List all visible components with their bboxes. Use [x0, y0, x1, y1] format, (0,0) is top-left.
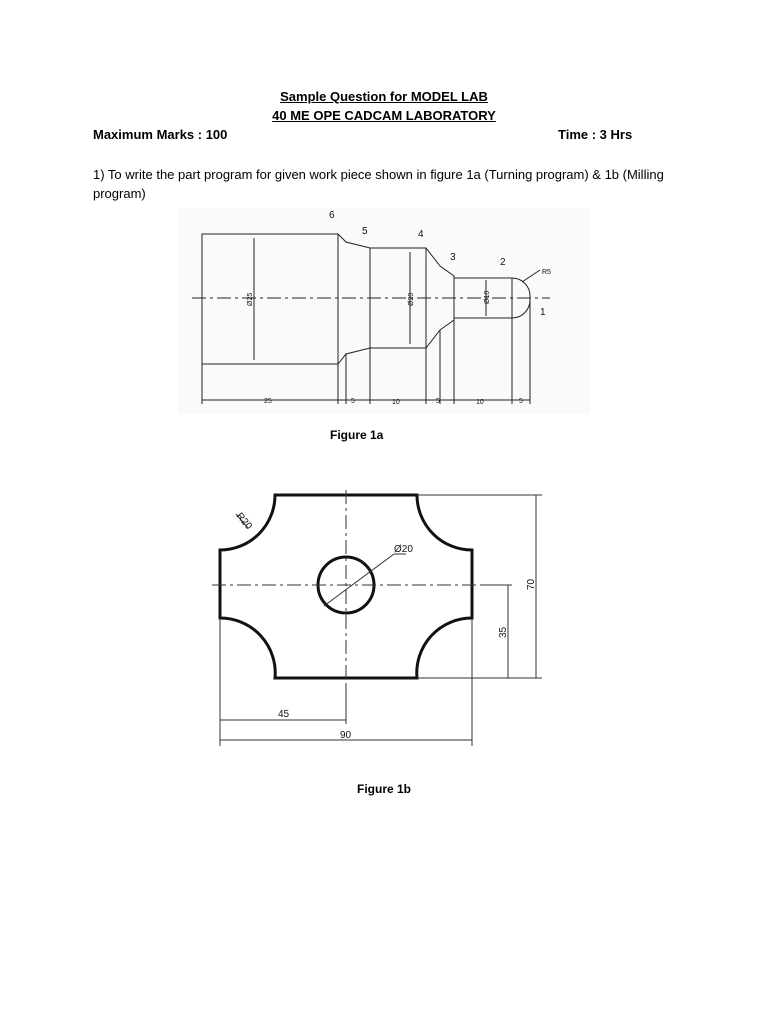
figure-1a-caption: Figure 1a	[330, 428, 384, 442]
point-label-2: 2	[500, 257, 506, 268]
figure-1b-drawing	[212, 488, 548, 750]
length-label-5c: 5	[519, 398, 523, 405]
length-label-10a: 10	[392, 399, 400, 406]
length-label-5a: 5	[351, 398, 355, 405]
title-line-2: 40 ME OPE CADCAM LABORATORY	[272, 108, 496, 123]
height-label: 70	[526, 578, 537, 590]
point-label-3: 3	[450, 252, 456, 263]
diameter-label-20: Ø20	[408, 292, 415, 306]
figure-1a-background	[178, 208, 590, 414]
length-label-5b: 5	[436, 398, 440, 405]
title-line-1: Sample Question for MODEL LAB	[280, 89, 488, 104]
time-allowed: Time : 3 Hrs	[558, 127, 633, 142]
length-label-25: 25	[264, 398, 272, 405]
diameter-label-25: Ø25	[247, 292, 254, 306]
figure-1a-drawing	[178, 208, 590, 414]
width-label: 90	[340, 730, 352, 741]
maximum-marks: Maximum Marks : 100	[93, 127, 228, 142]
diameter-label-10: Ø10	[484, 290, 491, 304]
half-width-label: 45	[278, 709, 290, 720]
hole-diameter-label: Ø20	[394, 544, 413, 555]
corner-radius-label: R20	[233, 510, 254, 532]
point-label-1: 1	[540, 307, 546, 318]
figure-1b-caption: Figure 1b	[357, 782, 412, 796]
point-label-5: 5	[362, 226, 368, 237]
point-label-4: 4	[418, 229, 424, 240]
point-label-6: 6	[329, 210, 335, 221]
length-label-10b: 10	[476, 399, 484, 406]
radius-label-r5: R5	[542, 269, 551, 276]
question-text: 1) To write the part program for given work piece shown in figure 1a (Turning program) & 1b (Milling program)	[93, 167, 664, 201]
half-height-label: 35	[498, 626, 509, 638]
